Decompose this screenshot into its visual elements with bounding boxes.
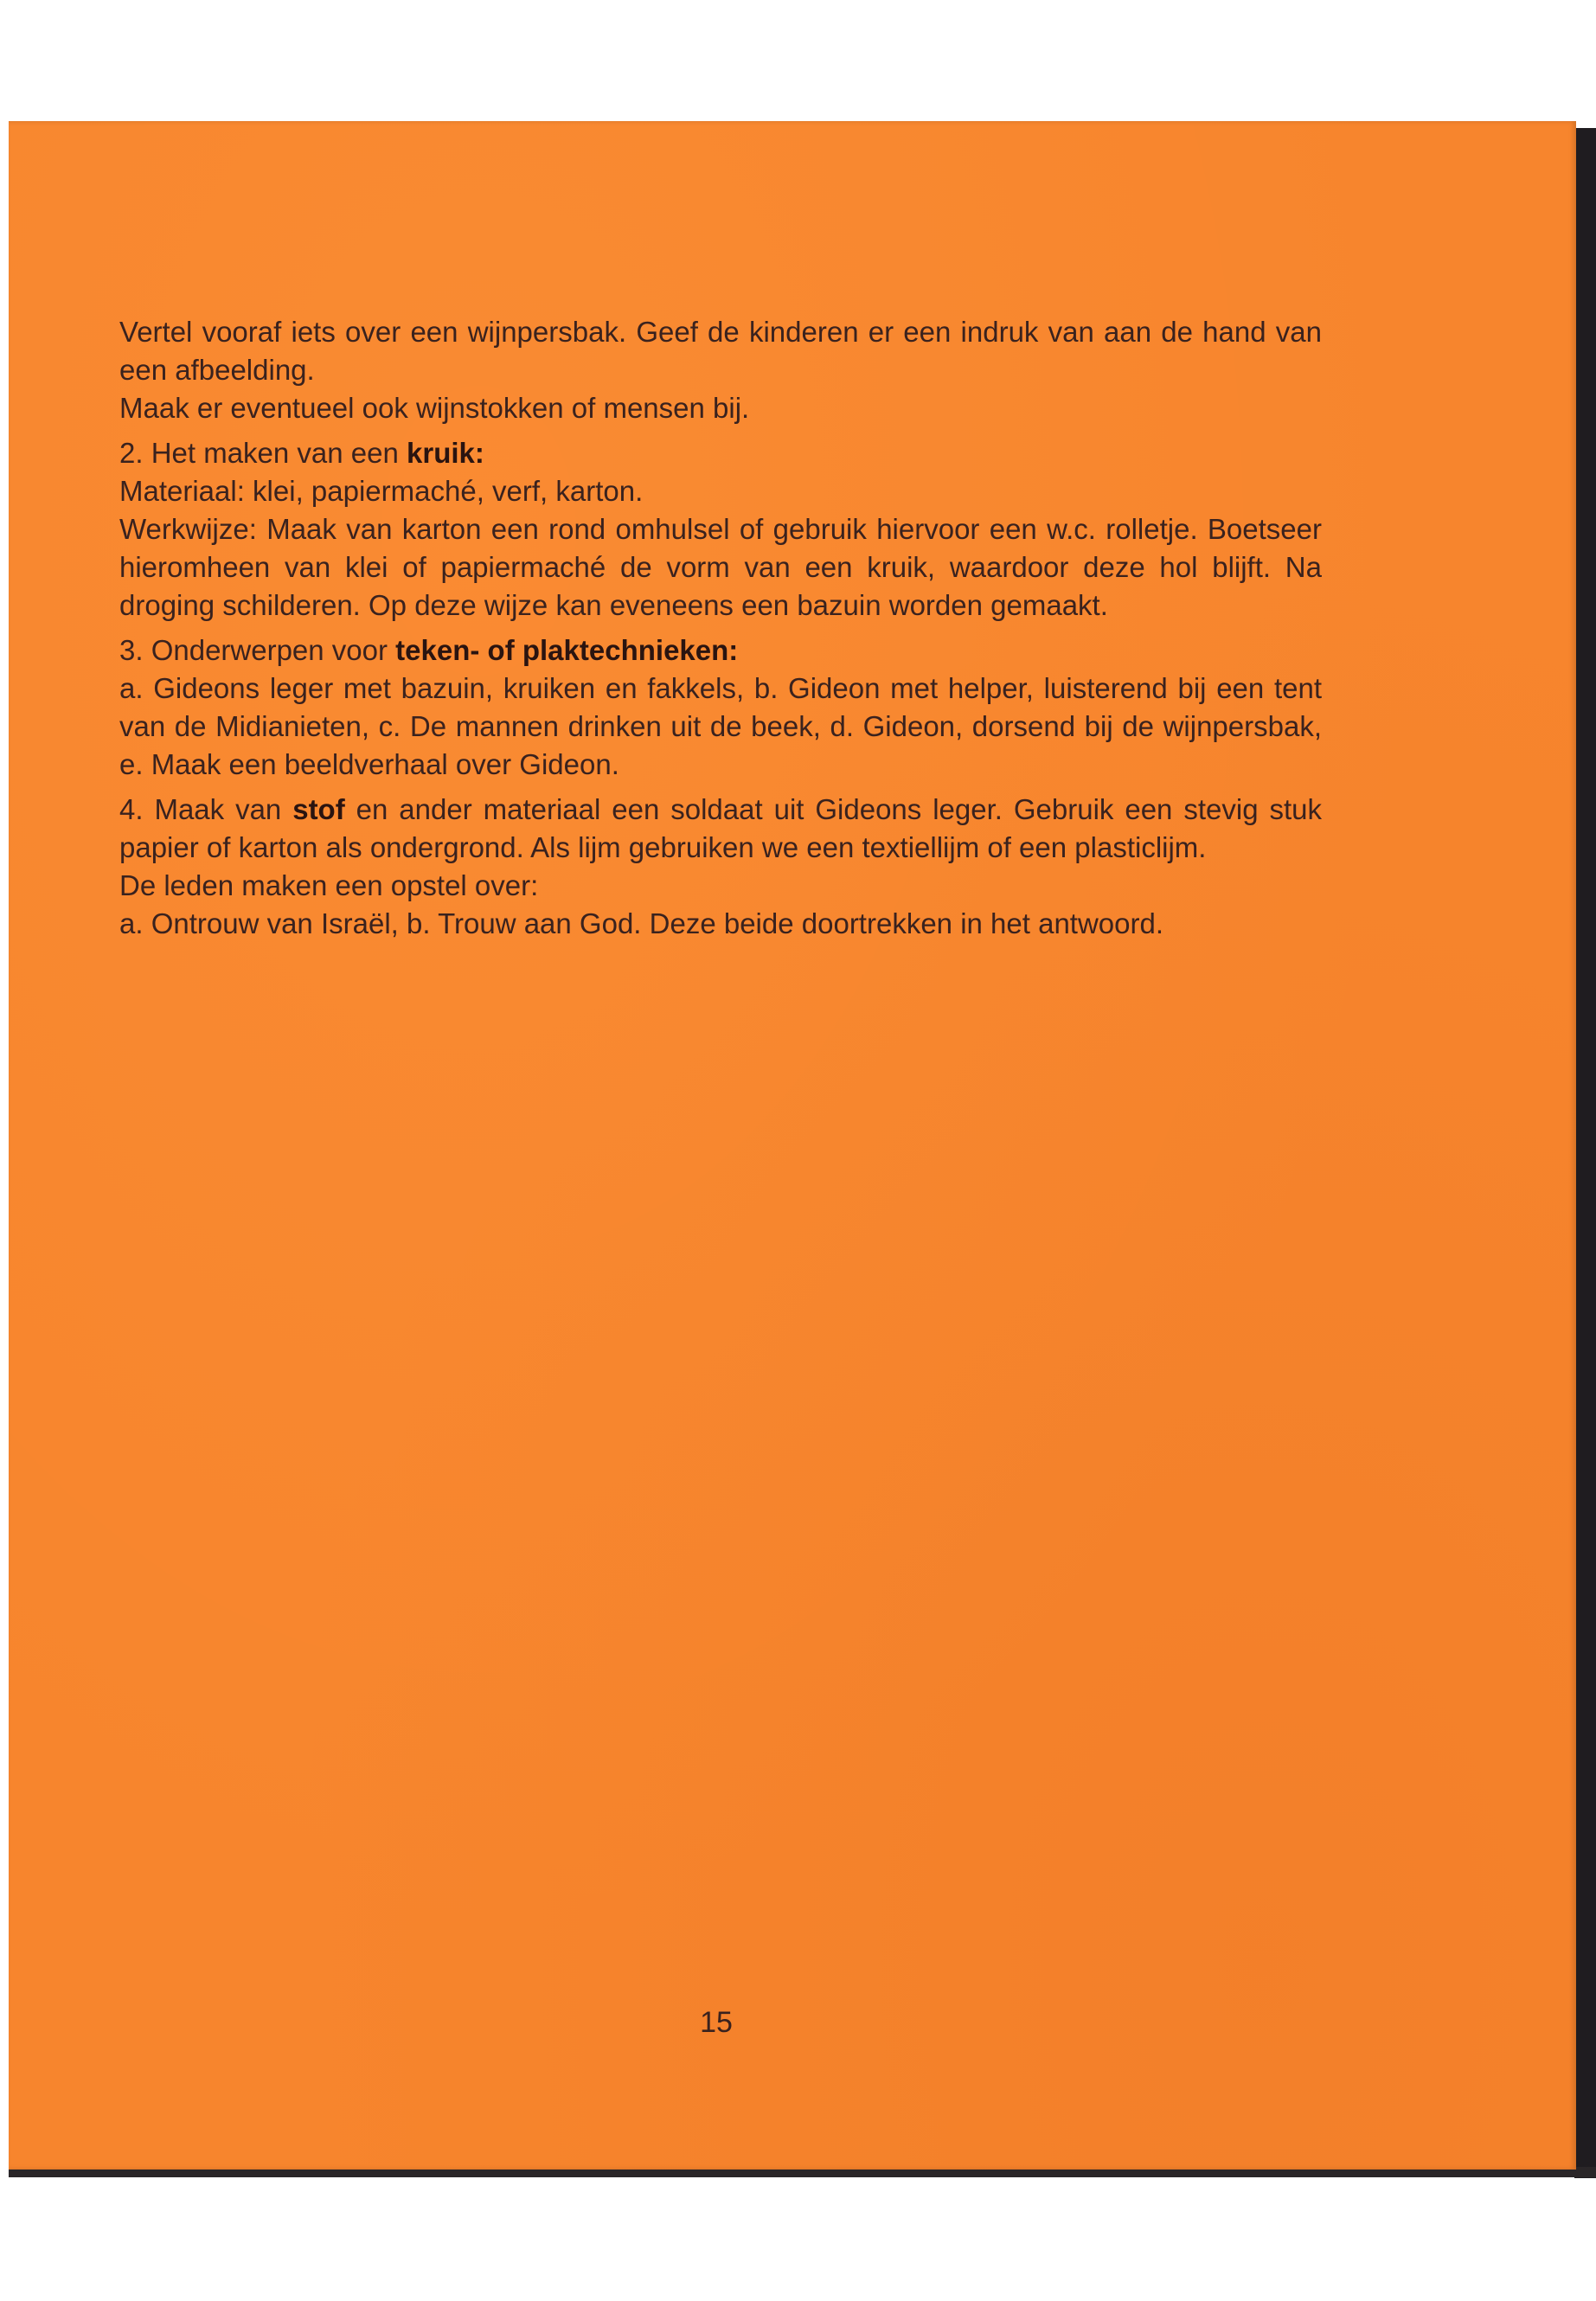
heading-kruik-prefix: 2. Het maken van een: [119, 437, 407, 469]
paragraph-ontrouw: a. Ontrouw van Israël, b. Trouw aan God. Deze beide doortrekken in het antwoord.: [119, 907, 1164, 939]
paragraph-wijnstokken: Maak er eventueel ook wijnstokken of mensen bij.: [119, 392, 750, 424]
paragraph-opstel: De leden maken een opstel over:: [119, 869, 539, 901]
heading-kruik-bold: kruik:: [407, 437, 484, 469]
paragraph-stof: [119, 791, 1322, 867]
paragraph-stof-suffix: en ander materiaal een soldaat uit Gideons leger. Gebruik een stevig stuk papier of karton als ondergrond. Als lijm gebruiken we een textiellijm of een plasticlijm.: [119, 793, 1322, 863]
heading-technieken-prefix: 3. Onderwerpen voor: [119, 634, 396, 666]
paragraph-stof-prefix: 4. Maak van: [119, 793, 293, 825]
paragraph-onderwerpen: a. Gideons leger met bazuin, kruiken en fakkels, b. Gideon met helper, luisterend bij een tent van de Midianieten, c. De mannen drinken uit de beek, d. Gideon, dorsend bij de wijnpersbak, e. Maak een beeldverhaal over Gideon.: [119, 672, 1322, 780]
body-text: [119, 313, 1322, 943]
book-edge-right: [1574, 128, 1596, 2178]
orange-page: [9, 121, 1576, 2170]
paragraph-materiaal: Materiaal: klei, papiermaché, verf, karton.: [119, 475, 644, 507]
paragraph-werkwijze: Werkwijze: Maak van karton een rond omhulsel of gebruik hiervoor een w.c. rolletje. Boetseer hieromheen van klei of papiermaché de vorm van een kruik, waardoor deze hol blijft. Na droging schilderen. Op deze wijze kan eveneens een bazuin worden gemaakt.: [119, 513, 1322, 621]
heading-kruik: [119, 434, 1322, 472]
heading-technieken: [119, 631, 1322, 670]
page-number: 15: [700, 2006, 733, 2039]
paragraph-stof-bold: stof: [292, 793, 345, 825]
paragraph-intro: Vertel vooraf iets over een wijnpersbak. Geef de kinderen er een indruk van aan de hand van een afbeelding.: [119, 316, 1322, 386]
heading-technieken-bold: teken- of plaktechnieken:: [395, 634, 739, 666]
